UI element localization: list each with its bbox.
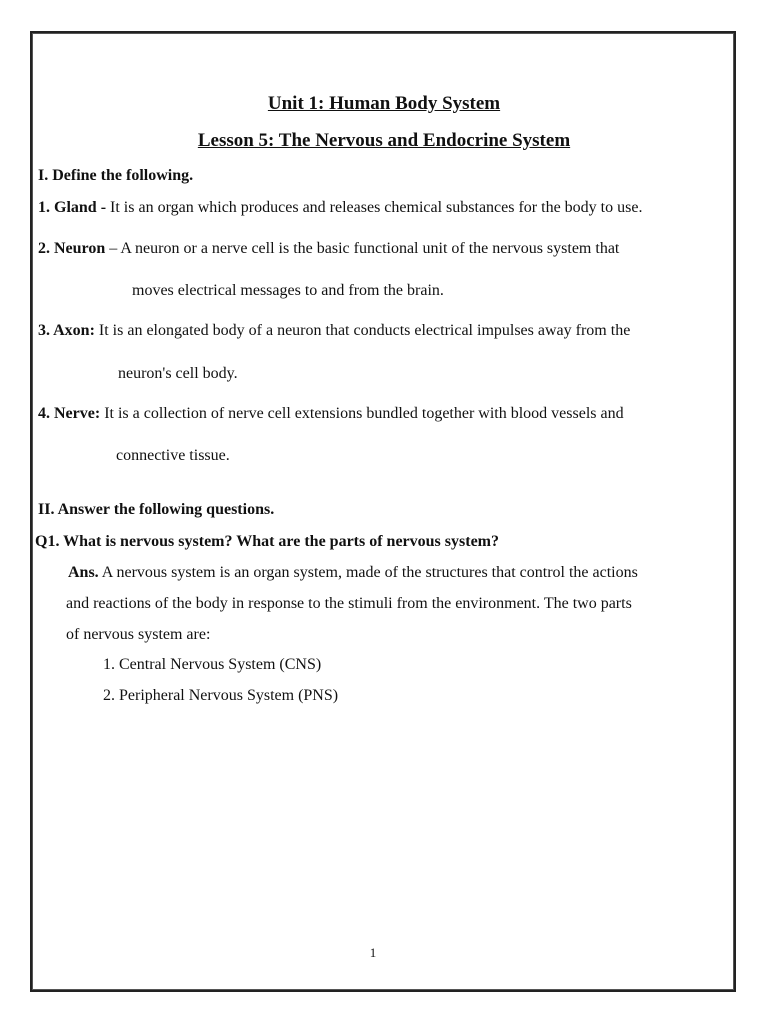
definition-text: It is an organ which produces and releases chemical substances for the body to use. — [106, 199, 643, 216]
definition-continuation: connective tissue. — [116, 447, 230, 464]
definition-text: It is an elongated body of a neuron that conducts electrical impulses away from the — [94, 322, 631, 339]
answer-label: Ans. — [68, 564, 99, 581]
definition-neuron — [38, 239, 619, 259]
lesson-title: Lesson 5: The Nervous and Endocrine System — [197, 130, 571, 151]
definition-axon — [38, 321, 630, 341]
definition-gland — [38, 198, 642, 218]
definition-text: It is a collection of nerve cell extensions bundled together with blood vessels and — [100, 405, 624, 422]
definition-term: 3. Axon: — [38, 322, 95, 339]
definition-nerve — [38, 404, 624, 424]
list-item: 2. Peripheral Nervous System (PNS) — [103, 687, 339, 704]
definition-term: 2. Neuron — [38, 240, 106, 257]
definition-term: 4. Nerve: — [38, 405, 101, 422]
definition-continuation: neuron's cell body. — [118, 365, 238, 382]
definition-term: 1. Gland - — [38, 199, 107, 216]
unit-title: Unit 1: Human Body System — [267, 93, 501, 114]
answer-text: A nervous system is an organ system, made of the structures that control the actions — [98, 564, 638, 581]
answer-line — [68, 563, 638, 583]
section2-heading: II. Answer the following questions. — [38, 501, 275, 518]
page-number: 1 — [369, 945, 377, 960]
section1-heading: I. Define the following. — [38, 167, 194, 184]
list-item: 1. Central Nervous System (CNS) — [103, 656, 322, 673]
answer-line: of nervous system are: — [66, 626, 211, 643]
definition-continuation: moves electrical messages to and from the brain. — [132, 282, 444, 299]
definition-text: – A neuron or a nerve cell is the basic functional unit of the nervous system that — [105, 240, 620, 257]
question-1: Q1. What is nervous system? What are the parts of nervous system? — [35, 533, 499, 550]
answer-line: and reactions of the body in response to the stimuli from the environment. The two parts — [66, 595, 632, 612]
